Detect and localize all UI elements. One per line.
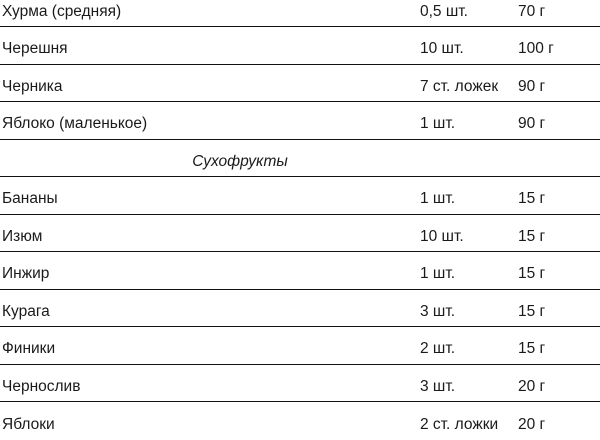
cell-product-name: Бананы bbox=[2, 191, 58, 207]
cell-quantity: 0,5 шт. bbox=[420, 2, 468, 20]
table-row bbox=[0, 365, 600, 403]
cell-quantity: 1 шт. bbox=[420, 115, 456, 132]
section-title: Сухофрукты bbox=[192, 152, 288, 170]
cell-quantity: 2 шт. bbox=[420, 340, 456, 357]
table-row bbox=[0, 0, 600, 27]
table-row bbox=[0, 177, 600, 215]
cell-quantity: 7 ст. ложек bbox=[420, 77, 499, 95]
cell-product-name: Яблоки bbox=[2, 417, 55, 433]
table-row bbox=[0, 27, 600, 65]
table-row bbox=[0, 102, 600, 140]
cell-quantity: 10 шт. bbox=[420, 227, 464, 245]
cell-product-name: Черешня bbox=[2, 41, 68, 57]
cell-product-name: Яблоко (маленькое) bbox=[2, 116, 148, 132]
cell-quantity: 1 шт. bbox=[420, 265, 456, 282]
cell-product-name: Инжир bbox=[2, 266, 50, 282]
cell-weight: 20 г bbox=[518, 416, 546, 433]
table-row bbox=[0, 215, 600, 253]
cell-product-name: Чернослив bbox=[2, 378, 81, 395]
cell-quantity: 10 шт. bbox=[420, 40, 464, 57]
cell-weight: 70 г bbox=[518, 2, 546, 20]
table-row bbox=[0, 252, 600, 290]
table-section-row bbox=[0, 140, 600, 178]
cell-weight: 90 г bbox=[518, 77, 546, 95]
cell-product-name: Курага bbox=[2, 303, 50, 320]
cell-weight: 15 г bbox=[518, 265, 546, 282]
cell-product-name: Финики bbox=[2, 341, 56, 357]
table-row bbox=[0, 65, 600, 103]
table-row bbox=[0, 290, 600, 328]
cell-weight: 15 г bbox=[518, 340, 546, 357]
cell-weight: 100 г bbox=[518, 40, 554, 57]
cell-weight: 15 г bbox=[518, 227, 546, 245]
cell-weight: 15 г bbox=[518, 302, 546, 320]
cell-product-name: Хурма (средняя) bbox=[2, 3, 122, 20]
cell-quantity: 3 шт. bbox=[420, 302, 456, 320]
cell-quantity: 3 шт. bbox=[420, 377, 456, 395]
cell-weight: 20 г bbox=[518, 377, 546, 395]
cell-quantity: 2 ст. ложки bbox=[420, 416, 499, 433]
cell-weight: 15 г bbox=[518, 190, 546, 207]
cell-weight: 90 г bbox=[518, 115, 546, 132]
table-row bbox=[0, 402, 600, 440]
cell-product-name: Черника bbox=[2, 78, 63, 95]
cell-product-name: Изюм bbox=[2, 228, 43, 245]
cell-quantity: 1 шт. bbox=[420, 190, 456, 207]
table-row bbox=[0, 327, 600, 365]
